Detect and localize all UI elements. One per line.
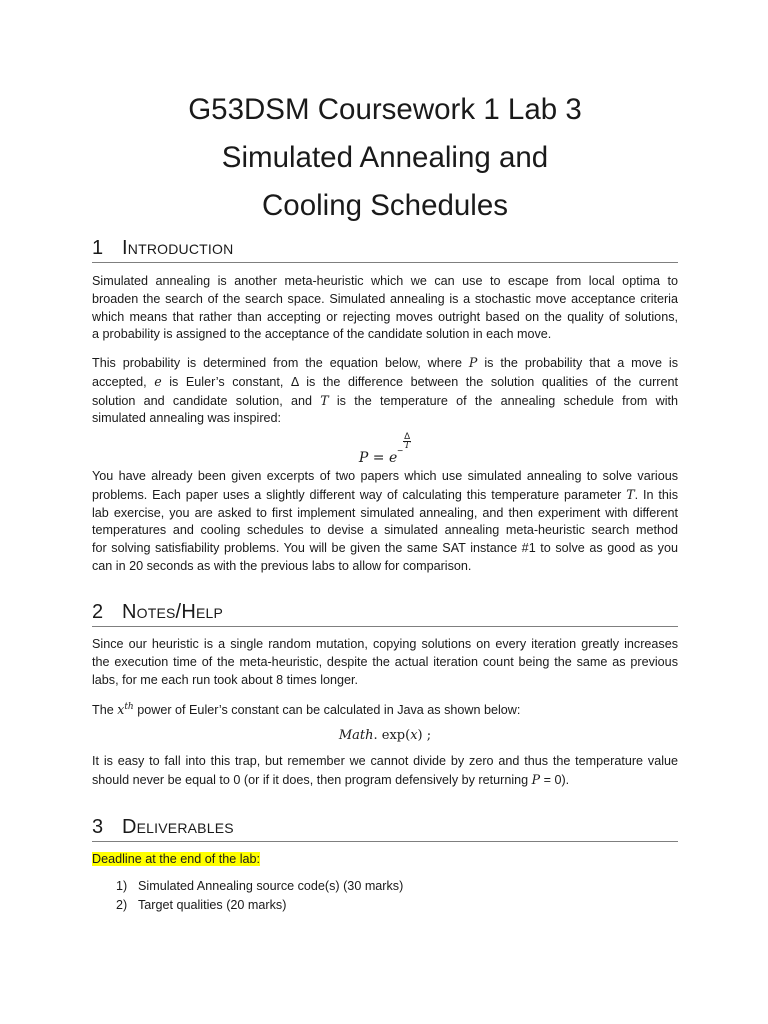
section-title: Deliverables: [122, 816, 234, 838]
section-title: Introduction: [122, 237, 234, 259]
code-method: . exp(: [373, 728, 411, 743]
math-symbol: P: [531, 771, 541, 787]
text-run: The: [92, 703, 118, 718]
document-title: [92, 86, 678, 230]
text-line: for solving satisfiability problems. You will be given the same SAT instance #1 to solve as good as you: [92, 541, 678, 556]
notes-paragraph-3: [92, 753, 678, 790]
list-marker: 2): [116, 897, 128, 912]
list-marker: 1): [116, 879, 128, 893]
text-line: can in 20 seconds as with the previous labs to allow for comparison.: [92, 558, 472, 573]
fraction-denominator: T: [404, 441, 411, 451]
text-run: is Euler’s constant, Δ is the difference between the solution qualities of the current: [161, 374, 678, 389]
section-number: 2: [92, 601, 104, 623]
java-exp-expression: [92, 727, 678, 743]
exponent-sign: −: [397, 446, 404, 457]
text-run: = 0).: [540, 772, 570, 787]
intro-paragraph-3: [92, 468, 678, 576]
deadline-note: [92, 851, 678, 869]
title-line-1: G53DSM Coursework 1 Lab 3: [188, 93, 582, 126]
text-line: broaden the search of the search space. Simulated annealing is a stochastic move acceptance criteria: [92, 291, 678, 306]
text-line: lab exercise, you are asked to first implement simulated annealing, and then experiment with different: [92, 505, 678, 520]
list-item-text: Simulated Annealing source code(s) (30 marks): [138, 879, 404, 893]
intro-paragraph-2: [92, 354, 678, 428]
equation-exponent: [397, 431, 411, 457]
text-run: power of Euler’s constant can be calculated in Java as shown below:: [133, 703, 521, 718]
text-run: This probability is determined from the equation below, where: [92, 356, 469, 370]
code-class-name: Math: [338, 728, 374, 743]
text-line: a probability is assigned to the acceptance of the candidate solution in each move.: [92, 327, 552, 342]
text-line: [92, 373, 678, 392]
text-line: the execution time of the meta-heuristic, despite the actual iteration count being the same as previous: [92, 654, 678, 669]
text-line: [92, 486, 678, 505]
annealing-equation: [92, 432, 678, 466]
math-symbol: T: [626, 486, 635, 502]
math-symbol: T: [320, 392, 329, 408]
text-run: is the probability that a move is: [477, 356, 678, 370]
exponent-fraction: [403, 432, 411, 451]
text-line: You have already been given excerpts of two papers which use simulated annealing to solve various: [92, 469, 678, 483]
text-run: should never be equal to 0 (or if it does, then program defensively by returning: [92, 772, 532, 787]
section-number: 3: [92, 816, 104, 838]
notes-paragraph-2: [92, 699, 678, 720]
code-argument: x: [410, 728, 418, 743]
text-line: Simulated annealing is another meta-heuristic which we can use to escape from local optima to: [92, 274, 678, 288]
section-heading-deliverables: [92, 813, 678, 842]
text-line: Since our heuristic is a single random mutation, copying solutions on every iteration greatly increases: [92, 637, 678, 651]
text-line: simulated annealing was inspired:: [92, 411, 282, 426]
text-line: It is easy to fall into this trap, but remember we cannot divide by zero and thus the temperature value: [92, 754, 678, 768]
text-run: is the temperature of the annealing schedule from with: [328, 393, 679, 408]
list-item: [92, 877, 678, 896]
math-symbol: x: [117, 702, 125, 718]
text-line: labs, for me each run took about 8 times longer.: [92, 672, 359, 687]
text-run: solution and candidate solution, and: [92, 393, 321, 408]
text-line: [92, 392, 678, 411]
equation-lhs: P = e: [358, 450, 398, 466]
list-item: [92, 896, 678, 915]
highlighted-deadline: Deadline at the end of the lab:: [92, 852, 261, 866]
section-number: 1: [92, 237, 104, 259]
text-line: [92, 771, 678, 790]
math-superscript: th: [124, 702, 134, 712]
text-line: which means that rather than accepting or rejecting moves outright based on the quality of solutions,: [92, 309, 678, 324]
section-heading-notes-help: [92, 598, 678, 627]
text-run: . In this: [634, 487, 679, 502]
title-line-2: Simulated Annealing and: [221, 141, 549, 174]
text-run: problems. Each paper uses a slightly different way of calculating this temperature parameter: [92, 487, 627, 502]
math-symbol: e: [154, 373, 162, 389]
code-close: ) ;: [417, 728, 432, 743]
math-symbol: P: [468, 355, 478, 370]
fraction-numerator: Δ: [404, 431, 411, 441]
title-line-3: Cooling Schedules: [262, 189, 508, 222]
notes-paragraph-1: [92, 636, 678, 689]
text-line: [92, 354, 678, 373]
text-line: [92, 699, 678, 720]
text-run: accepted,: [92, 374, 155, 389]
list-item-text: Target qualities (20 marks): [138, 897, 287, 912]
text-line: temperatures and cooling schedules to devise a simulated annealing meta-heuristic search method: [92, 523, 678, 538]
intro-paragraph-1: [92, 273, 678, 344]
section-title: Notes/Help: [122, 601, 224, 623]
deliverables-list: [92, 877, 678, 914]
section-heading-introduction: [92, 234, 678, 263]
